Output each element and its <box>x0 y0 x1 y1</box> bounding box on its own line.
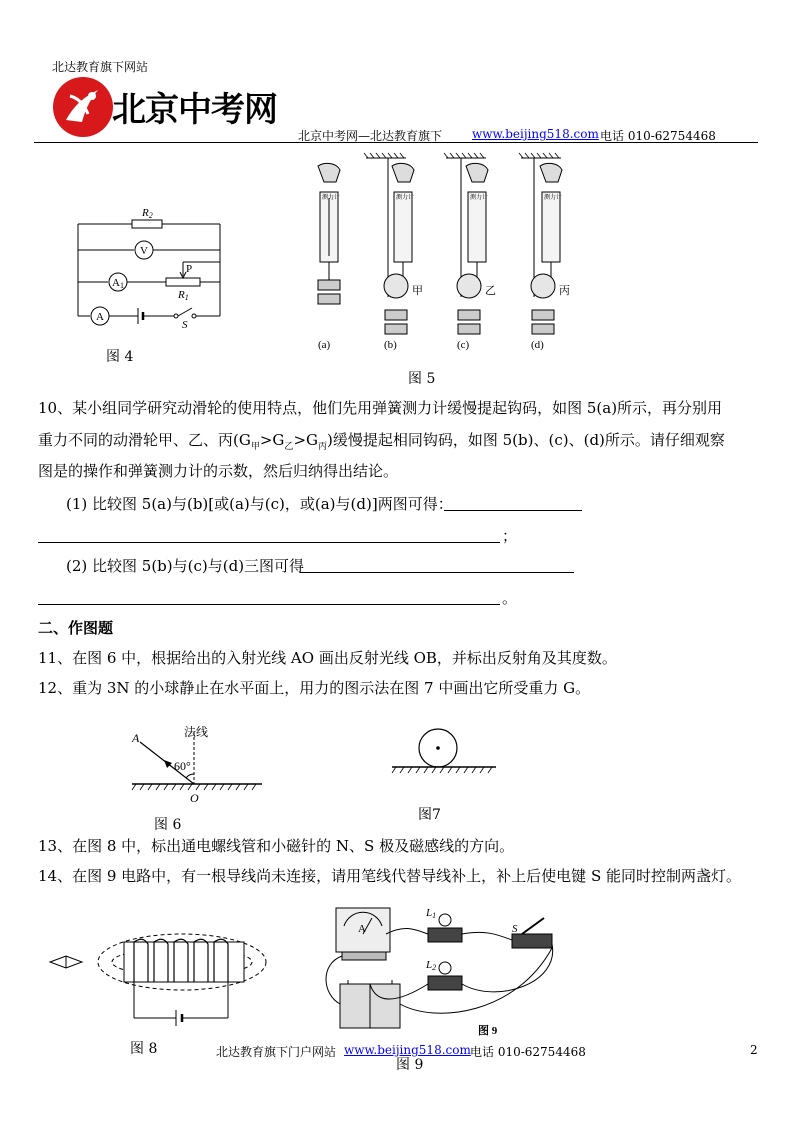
figure-7-ball <box>390 726 500 776</box>
figure-6-caption: 图 6 <box>154 817 182 833</box>
fig4-label-v: V <box>140 245 148 257</box>
figure-9-circuit <box>316 904 560 1040</box>
figure-4-circuit <box>70 204 230 330</box>
fig5-label-b: (b) <box>384 339 397 351</box>
header-site-line: 北京中考网—北达教育旗下 <box>298 129 443 143</box>
q10-part2-answer-blank[interactable] <box>300 558 574 573</box>
fig5-label-c: (c) <box>457 339 470 351</box>
footer-page-number: 2 <box>750 1043 758 1057</box>
figure-5-pulleys <box>296 152 586 358</box>
figure-4-caption: 图 4 <box>106 349 134 365</box>
figure-8-solenoid <box>44 912 270 1030</box>
fig4-label-a: A <box>96 311 104 323</box>
fig5-scale-label-d: 测力计 <box>544 195 563 201</box>
header-org-label: 北达教育旗下网站 <box>52 60 149 74</box>
q13-text: 13、在图 8 中，标出通电螺线管和小磁针的 N、S 极及磁感线的方向。 <box>38 837 515 855</box>
q10-part2-answer-blank-2[interactable] <box>38 590 500 605</box>
fig5-label-d: (d) <box>531 339 544 351</box>
q10-part1-prompt: (1) 比较图 5(a)与(b)[或(a)与(c)，或(a)与(d)]两图可得： <box>66 495 453 513</box>
fig9-label-l2: L2 <box>426 959 437 972</box>
header-rule <box>34 142 758 143</box>
figure-7-caption: 图7 <box>418 807 441 823</box>
fig6-label-a: A <box>132 731 140 745</box>
figure-8-caption: 图 8 <box>130 1041 158 1057</box>
fig6-label-normal: 法线 <box>184 725 209 739</box>
fig4-label-s: S <box>182 319 188 330</box>
fig4-label-r2: R <box>142 207 149 219</box>
fig9-inner-caption: 图 9 <box>478 1025 498 1037</box>
svg-text:R2: R2 <box>142 207 153 220</box>
fig5-scale-label-c: 测力计 <box>470 195 489 201</box>
footer-url-link[interactable]: www.beijing518.com <box>344 1043 471 1057</box>
footer-site: 北达教育旗下门户网站 <box>216 1045 337 1059</box>
section-2-title: 二、作图题 <box>38 619 114 637</box>
q10-part1-answer-blank-2[interactable] <box>38 528 500 543</box>
fig9-label-l1: L1 <box>426 907 437 920</box>
figure-5-caption: 图 5 <box>408 371 436 387</box>
fig4-label-r1: R1 <box>178 289 189 302</box>
q10-part2-end: 。 <box>502 589 518 607</box>
q10-line3: 图是的操作和弹簧测力计的示数，然后归纳得出结论。 <box>38 462 399 480</box>
fig4-label-p: P <box>186 263 193 275</box>
figure-6-reflection <box>126 722 266 808</box>
q10-part2-prompt: (2) 比较图 5(b)与(c)与(d)三图可得 <box>66 557 305 575</box>
fig5-pulley-label-yi: 乙 <box>485 285 496 297</box>
header-url-link[interactable]: www.beijing518.com <box>472 127 599 141</box>
fig6-label-angle: 60° <box>174 759 191 773</box>
q12-text: 12、重为 3N 的小球静止在水平面上，用力的图示法在图 7 中画出它所受重力 G。 <box>38 679 591 697</box>
figure-9-caption: 图 9 <box>396 1057 424 1073</box>
footer-phone: 电话 010-62754468 <box>470 1045 586 1059</box>
q10-part1-end: ； <box>502 527 518 545</box>
fig4-label-a1: A1 <box>112 277 124 290</box>
fig5-label-a: (a) <box>318 339 331 351</box>
q10-line2: 重力不同的动滑轮甲、乙、丙$(G_甲>G_乙>G_丙)$缓慢提起相同钩码，如图 5(b)、(c)、(d)所示。请仔细观察 <box>38 431 725 452</box>
q10-part1-answer-blank[interactable] <box>444 496 582 511</box>
logo-text: 北京中考网 <box>112 90 277 130</box>
fig5-scale-label-a: 测力计 <box>322 195 341 201</box>
header-phone: 电话 010-62754468 <box>600 129 716 143</box>
q11-text: 11、在图 6 中，根据给出的入射光线 AO 画出反射光线 OB，并标出反射角及其度数。 <box>38 649 617 667</box>
fig9-label-s: S <box>512 923 518 935</box>
fig9-label-a: A <box>358 923 366 935</box>
fig6-label-o: O <box>190 791 199 805</box>
fig5-pulley-label-bing: 丙 <box>559 285 570 297</box>
q10-line1: 10、某小组同学研究动滑轮的使用特点，他们先用弹簧测力计缓慢提起钩码，如图 5(a)所示，再分别用 <box>38 399 723 417</box>
fig5-scale-label-b: 测力计 <box>396 195 415 201</box>
fig5-pulley-label-jia: 甲 <box>412 285 423 297</box>
logo-emblem <box>52 76 114 138</box>
q14-text: 14、在图 9 电路中，有一根导线尚未连接，请用笔线代替导线补上，补上后使电键 S 能同时控制两盏灯。 <box>38 867 741 885</box>
